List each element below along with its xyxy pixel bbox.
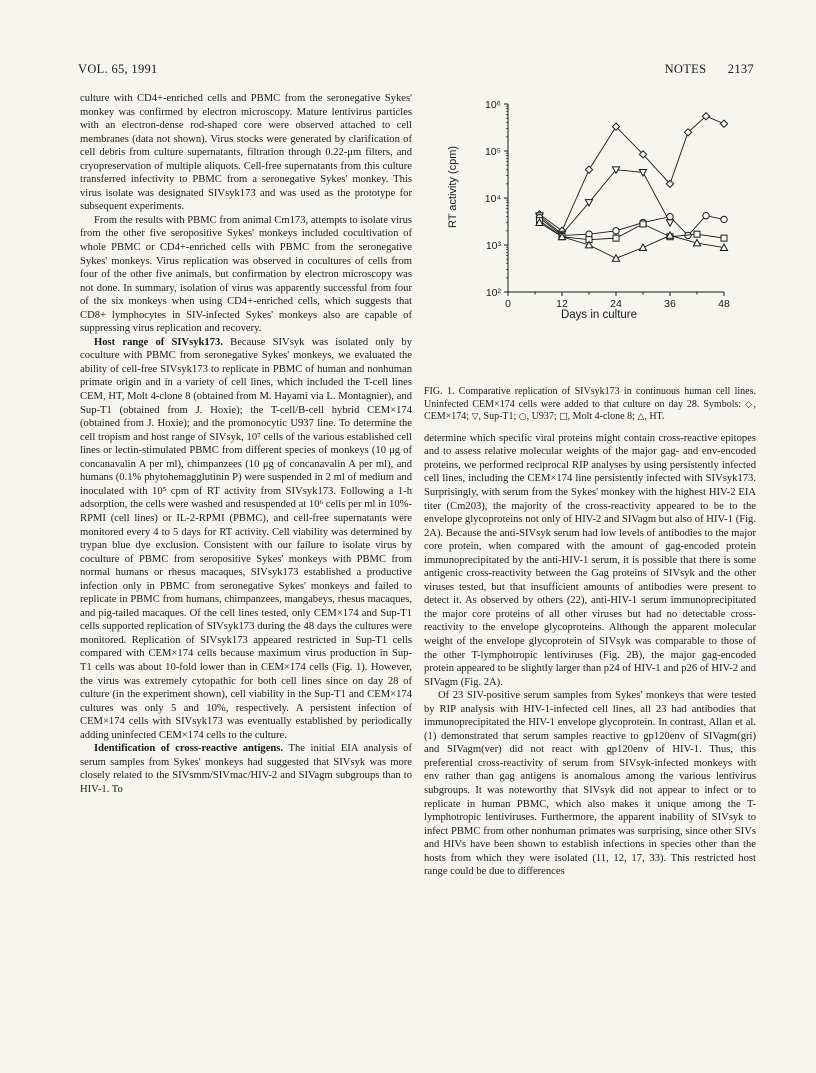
data-point-triangle-up — [639, 244, 646, 250]
data-point-triangle-down — [639, 170, 646, 176]
series-line-triangle-down — [540, 170, 671, 234]
x-tick-label: 48 — [718, 298, 730, 310]
data-point-circle — [703, 213, 709, 219]
section-heading: Host range of SIVsyk173. — [94, 336, 223, 348]
caption-text: Comparative replication of SIVsyk173 in continuous human cell lines. Uninfected CEM×174 cells were added to that culture on day 28. Symbols: — [424, 386, 756, 410]
caption-label: FIG. 1. — [424, 386, 455, 397]
data-point-triangle-down — [666, 220, 673, 226]
y-tick-label: 10⁵ — [484, 146, 501, 158]
data-point-square — [694, 231, 700, 237]
legend-symbol-triangle-up: △ — [637, 412, 645, 423]
y-axis-label: RT activity (cpm) — [447, 145, 459, 229]
data-point-square — [721, 235, 727, 241]
paragraph: From the results with PBMC from animal Cm173, attempts to isolate virus from the other five seropositive Sykes' monkeys included cocultivation of whole PBMC or CD4+-enriched cells with PBMC from the seronegative Sykes' monkeys. Virus replication was observed in cocultures of cells from four of the other five animals, but confirmation by electron microscopy was not done. In summary, isolation of virus was apparently successful from four of the six monkeys when using CD4+-enriched cells, which suggests that CD8+ lymphocytes in SIV-infected Sykes' monkeys also are capable of suppressing virus replication and recovery. — [80, 214, 412, 335]
series-line-diamond — [540, 116, 725, 231]
x-axis-label: Days in culture — [560, 309, 638, 321]
section-heading: Identification of cross-reactive antigens. — [94, 743, 284, 755]
figure-1 — [424, 92, 756, 324]
data-point-triangle-up — [612, 255, 619, 261]
paragraph: determine which specific viral proteins might contain cross-reactive epitopes and to assess relative molecular weights of the major gag- and env-encoded proteins, we performed reciprocal RIP analyses by using persistently infected cell lines, including the CEM×174 line persistently infected with SIVsyk173. Surprisingly, with serum from the Sykes' monkey with the highest HIV-2 EIA titer (Cm203), the majority of the cross-reactivity appeared to be to the envelope glycoproteins not only of HIV-2 and SIVagm but also of HIV-1 (Fig. 2A). Because the anti-SIVsyk serum had low levels of antibodies to the major core protein, when compared with the amount of gag-encoded protein immunoprecipitated by the anti-HIV-1 serum, it is possible that there is some antigenic cross-reactivity between the Gag proteins of SIVsyk and the other viruses tested, but that insufficient amounts of antibodies were present to detect it. As observed by others (22), anti-HIV-1 serum immunoprecipitated the major core proteins of all other viruses but had no detectable cross-reactivity to the envelope glycoproteins. Although the apparent molecular weight of the envelope glycoprotein of SIVsyk was comparable to those of the other T-lymphotropic lentiviruses (Fig. 2B), the major gag-encoded protein appeared to be slightly larger than p24 of HIV-1 and p26 of HIV-2 and SIVagm (Fig. 2A). — [424, 432, 756, 688]
data-point-diamond — [585, 166, 592, 173]
legend-label: , Sup-T1; — [478, 411, 519, 423]
x-tick-label: 36 — [664, 298, 676, 310]
legend-symbol-diamond: ◇ — [745, 399, 754, 410]
data-point-circle — [613, 228, 619, 234]
x-tick-label: 12 — [556, 298, 568, 310]
legend-label: , Molt 4-clone 8; — [567, 411, 638, 423]
y-tick-label: 10³ — [485, 240, 501, 252]
legend-symbol-square: □ — [559, 412, 568, 423]
paragraph-text: Because SIVsyk was isolated only by coculture with PBMC from seronegative Sykes' monkeys, we evaluated the ability of cell-free SIVsyk173 to replicate in PBMC of human and nonhuman primate origin and in a variety of cell lines, which included the T-cell lines CEM, HT, Molt 4-clone 8 (obtained from M. Hayami via L. Montagnier), and Sup-T1 (obtained from J. Hoxie); the T-cell/B-cell hybrid CEM×174 (obtained from J. Hoxie); and the promonocytic U937 line. To determine the cell tropism and host range of SIVsyk, 10⁷ cells of the various established cell lines or lectin-stimulated PBMC from different species of monkeys (10 μg of concanavalin A per ml), chimpanzees (10 μg of concanavalin A per ml), and humans (0.1% phytohemagglutinin P) were suspended in 2 ml of medium and inoculated with 10⁵ cpm of RT activity from SIVsyk173. Following a 1-h adsorption, the cells were washed and resuspended at 10⁶ cells per ml in 10%-RPMI (cell lines) or IL-2-RPMI (PBMC), and cell-free supernatants were monitored every 4 to 5 days for RT activity. Cell viability was determined by trypan blue dye exclusion. Consistent with our failure to isolate virus by coculture of PBMC from seropositive Sykes' monkeys with PBMC from normal humans or rhesus macaques, SIVsyk173 established a productive infection only in PBMC from seronegative Sykes' monkeys and failed to replicate in PBMC from humans, chimpanzees, mangabeys, rhesus macaques, and pig-tailed macaques. Of the cell lines tested, only CEM×174 and Sup-T1 cells supported replication of SIVsyk173 during the 48 days the cultures were monitored. Replication of SIVsyk173 appeared restricted in Sup-T1 cells compared with CEM×174 cells because maximum virus production in Sup-T1 cells was about 10-fold lower than in CEM×174 cells (Fig. 1). However, the virus was extremely cytopathic for both cell lines since on day 28 of culture (in the experiment shown), cell viability in the Sup-T1 and CEM×174 cultures was only 5 and 10%, respectively. A persistent infection of CEM×174 cells with SIVsyk173 was eventually established by periodically adding uninfected CEM×174 cells to the culture. — [80, 336, 412, 741]
paragraph — [80, 742, 412, 796]
journal-volume-header: VOL. 65, 1991 — [78, 62, 158, 76]
y-tick-label: 10⁴ — [484, 193, 501, 205]
x-tick-label: 0 — [505, 298, 511, 310]
data-point-square — [613, 235, 619, 241]
data-point-circle — [667, 214, 673, 220]
paragraph-text: The initial EIA analysis of serum samples from Sykes' monkeys had suggested that SIVsyk was more closely related to the SIVsmm/SIVmac/HIV-2 and SIVagm subgroups than to HIV-1. To — [80, 743, 413, 795]
figure-caption — [424, 386, 756, 424]
legend-label: , CEM×174; — [424, 398, 756, 423]
y-tick-label: 10⁶ — [484, 99, 501, 111]
y-tick-label: 10² — [485, 287, 501, 299]
legend-label: , HT. — [644, 411, 665, 423]
paragraph: Of 23 SIV-positive serum samples from Sykes' monkeys that were tested by RIP analysis with HIV-1-infected cell lines, all 23 had antibodies that immunoprecipitated the HIV-1 envelope glycoprotein. In contrast, Allan et al. (1) demonstrated that serum samples reactive to gp120env of SIVagm(gri) and SIVagm(ver) did not react with gp120env of HIV-1. Thus, this preferential cross-reactivity of serum from SIVsyk-infected monkeys with env rather than gag antigens is anomalous among the various lentivirus subgroups. It was noteworthy that SIVsyk did not appear to infect or to replicate in human PBMC, which also makes it unique among the T-lymphotropic lentiviruses. Furthermore, the apparent inability of SIVsyk to infect PBMC from other nonhuman primates was surprising, since other SIVs and HIVs have been shown to establish infections in species other than the hosts from which they were isolated (11, 12, 17, 33). This restricted host range could be due to differences — [424, 690, 756, 878]
chart-axes — [485, 99, 730, 310]
data-point-circle — [721, 216, 727, 222]
legend-symbol-circle: ○ — [518, 412, 527, 423]
paragraph — [80, 336, 412, 742]
page-header-right — [665, 62, 754, 77]
right-column — [424, 92, 756, 879]
data-point-square — [640, 221, 646, 227]
left-column — [80, 92, 412, 796]
legend-label: , U937; — [526, 411, 560, 423]
chart-marks — [536, 113, 728, 262]
section-label: NOTES — [664, 62, 707, 76]
x-tick-label: 24 — [610, 298, 622, 310]
rt-activity-chart — [424, 92, 756, 324]
page-number: 2137 — [727, 62, 754, 76]
paragraph: culture with CD4+-enriched cells and PBMC from the seronegative Sykes' monkey was confirmed by electron microscopy. Mature lentivirus particles with an electron-dense rod-shaped core were observed attached to cell membranes (data not shown). Virus stocks were generated by clarification of cell debris from culture supernatants, filtration through 0.22-μm filters, and cryopreservation of multiple aliquots. Cell-free supernatants from this culture transferred infectivity to PBMC from a seronegative Sykes' monkey. This virus isolate was designated SIVsyk173 and was used as the prototype for subsequent experiments. — [80, 93, 412, 213]
data-point-diamond — [720, 120, 727, 127]
legend-symbol-triangle-down: ▽ — [471, 412, 479, 423]
